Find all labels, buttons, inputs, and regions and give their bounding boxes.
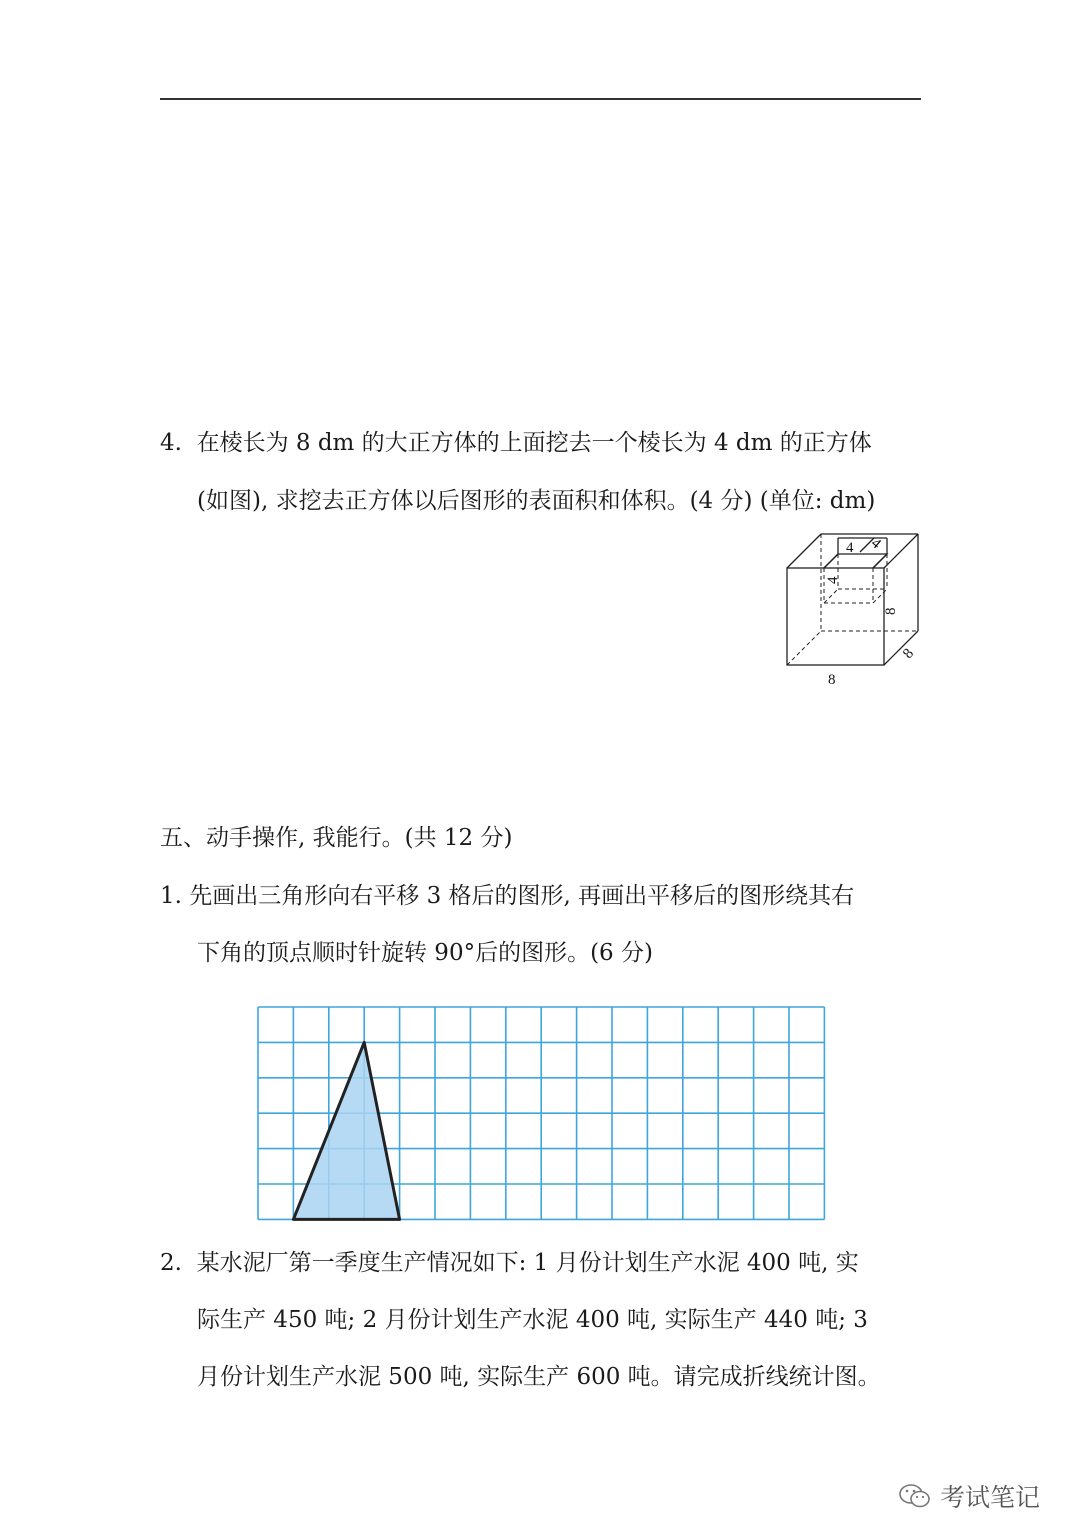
grid-figure	[250, 1000, 830, 1225]
cube-label-bottom: 8	[828, 672, 836, 688]
q2-line3: 月份计划生产水泥 500 吨, 实际生产 600 吨。请完成折线统计图。	[197, 1364, 881, 1390]
cube-label-hole-depth: 4	[825, 576, 841, 584]
q2-number: 2.	[160, 1250, 182, 1276]
cube-figure	[780, 528, 925, 688]
watermark	[898, 1478, 1040, 1514]
q4-text-1: 在棱长为 8 dm 的大正方体的上面挖去一个棱长为 4 dm 的正方体	[196, 430, 872, 456]
q4-line2: (如图), 求挖去正方体以后图形的表面积和体积。(4 分) (单位: dm)	[197, 488, 876, 514]
q1-line2: 下角的顶点顺时针旋转 90°后的图形。(6 分)	[197, 940, 653, 966]
triangle-shape	[293, 1042, 399, 1219]
q4-line1	[160, 428, 872, 458]
q2-text-1: 某水泥厂第一季度生产情况如下: 1 月份计划生产水泥 400 吨, 实	[196, 1250, 859, 1276]
cube-label-top-side: 4	[867, 535, 884, 553]
cube-label-top: 4	[846, 540, 854, 556]
q4-number: 4.	[160, 430, 182, 456]
q2-line1	[160, 1248, 859, 1278]
section-heading: 五、动手操作, 我能行。(共 12 分)	[160, 825, 513, 851]
watermark-text: 考试笔记	[940, 1483, 1041, 1512]
header-rule	[160, 98, 921, 100]
cube-label-depth-edge: 8	[900, 645, 918, 662]
q1-line1	[160, 881, 854, 911]
wechat-icon	[898, 1483, 932, 1509]
q1-text-1: 先画出三角形向右平移 3 格后的图形, 再画出平移后的图形绕其右	[189, 883, 855, 909]
cube-label-right-edge: 8	[883, 607, 899, 615]
q2-line2: 际生产 450 吨; 2 月份计划生产水泥 400 吨, 实际生产 440 吨; 3	[197, 1307, 868, 1333]
q1-number: 1.	[160, 883, 182, 909]
